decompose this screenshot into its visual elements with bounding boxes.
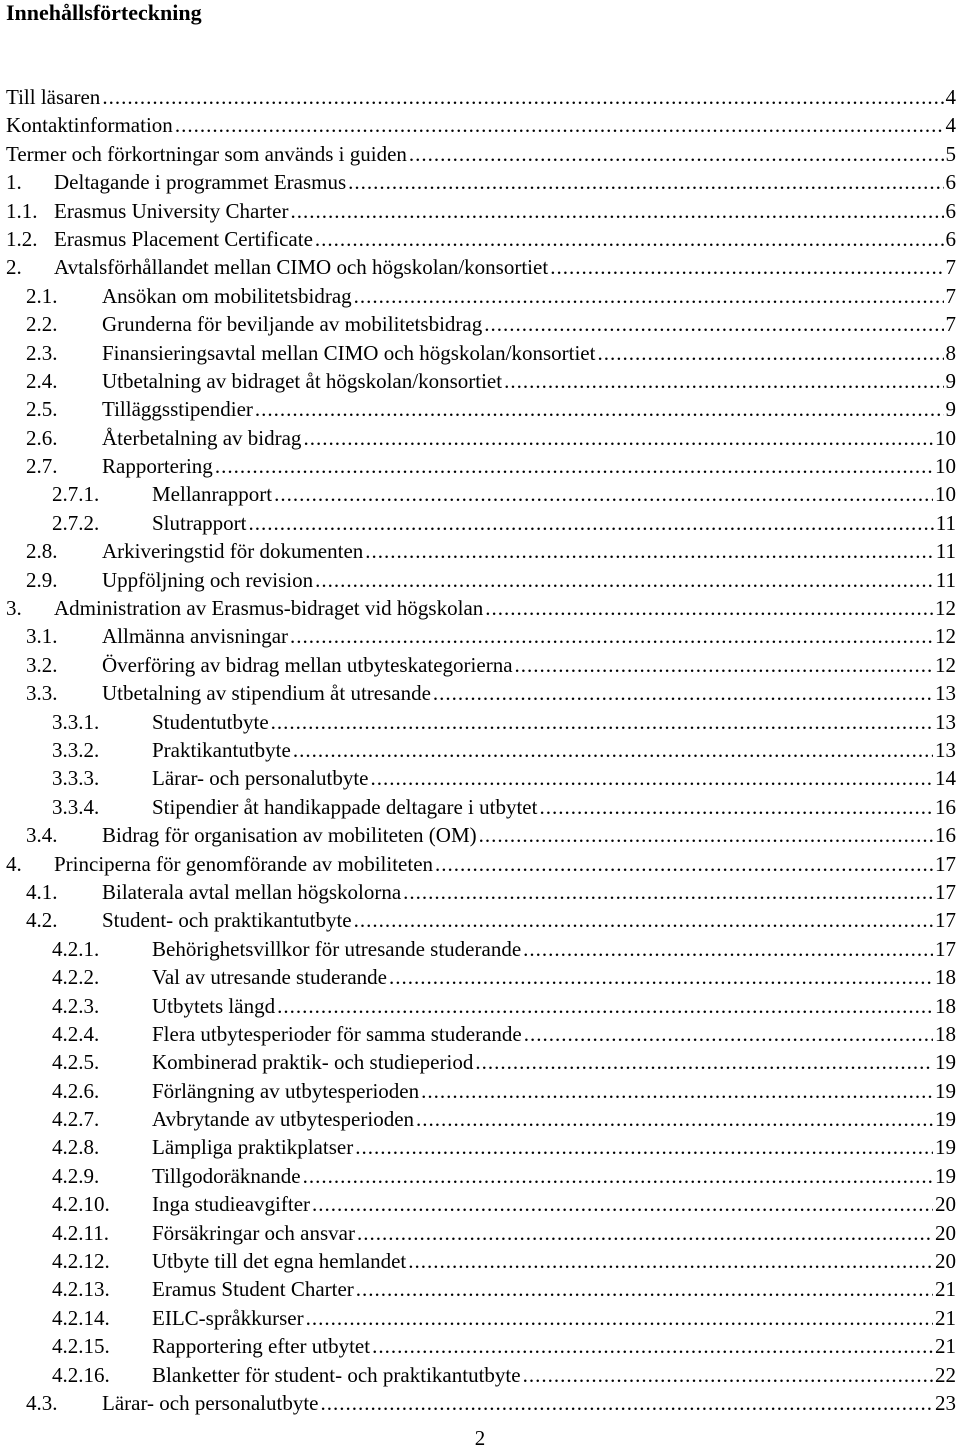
toc-entry-title: Ansökan om mobilitetsbidrag	[102, 283, 352, 308]
toc-entry[interactable]	[6, 594, 956, 622]
toc-dot-leader	[303, 424, 933, 452]
toc-entry-page: 17	[935, 936, 956, 961]
toc-dot-leader	[355, 1133, 933, 1161]
toc-entry-number: 4.2.1.	[52, 936, 100, 961]
toc-entry-title: Bilaterala avtal mellan högskolorna	[102, 879, 402, 904]
toc-entry-number: 2.4.	[26, 368, 58, 393]
toc-dot-leader	[550, 253, 943, 281]
toc-entry-number: 2.8.	[26, 539, 58, 564]
toc-entry-title: Inga studieavgifter	[152, 1192, 311, 1217]
toc-entry-title: EILC-språkkurser	[152, 1305, 304, 1330]
toc-entry-page: 21	[935, 1305, 956, 1330]
toc-entry-title: Praktikantutbyte	[152, 737, 291, 762]
toc-entry-number: 3.4.	[26, 823, 58, 848]
toc-dot-leader	[421, 1077, 933, 1105]
toc-entry[interactable]	[6, 1105, 956, 1133]
toc-entry[interactable]	[6, 1020, 956, 1048]
toc-entry-title: Rapportering	[102, 454, 213, 479]
toc-entry-page: 20	[935, 1220, 956, 1245]
toc-entry-title: Stipendier åt handikappade deltagare i utbytet	[152, 794, 538, 819]
toc-entry-title: Behörighetsvillkor för utresande studerande	[152, 936, 522, 961]
toc-entry-page: 11	[935, 539, 956, 564]
toc-entry-title: Val av utresande studerande	[152, 965, 387, 990]
toc-dot-leader	[354, 282, 944, 310]
toc-entry-number: 4.2.11.	[52, 1220, 109, 1245]
toc-entry[interactable]	[6, 736, 956, 764]
toc-dot-leader	[504, 367, 943, 395]
toc-entry[interactable]	[6, 1133, 956, 1161]
toc-entry-title: Rapportering efter utbytet	[152, 1334, 371, 1359]
toc-dot-leader	[249, 509, 934, 537]
toc-entry-number: 3.3.1.	[52, 709, 100, 734]
toc-entry-page: 16	[935, 794, 956, 819]
toc-entry[interactable]	[6, 83, 956, 111]
toc-entry-page: 12	[935, 624, 956, 649]
toc-entry-page: 19	[935, 1078, 956, 1103]
toc-entry[interactable]	[6, 1190, 956, 1218]
toc-entry-number: 4.2.13.	[52, 1277, 110, 1302]
toc-entry-page: 20	[935, 1249, 956, 1274]
toc-dot-leader	[306, 1304, 933, 1332]
toc-entry-page: 10	[935, 482, 956, 507]
toc-entry-title: Till läsaren	[6, 85, 101, 109]
toc-entry-title: Allmänna anvisningar	[102, 624, 289, 649]
toc-entry-number: 1.	[6, 170, 22, 195]
toc-dot-leader	[523, 1361, 933, 1389]
toc-entry-title: Utbetalning av bidraget åt högskolan/konsortiet	[102, 368, 503, 393]
toc-entry-number: 2.7.2.	[52, 510, 100, 535]
toc-dot-leader	[524, 1020, 933, 1048]
toc-entry[interactable]	[6, 537, 956, 565]
toc-entry[interactable]	[6, 480, 956, 508]
toc-entry-page: 9	[945, 397, 956, 422]
toc-entry[interactable]	[6, 197, 956, 225]
toc-entry-page: 20	[935, 1192, 956, 1217]
toc-entry-page: 10	[935, 425, 956, 450]
toc-entry[interactable]	[6, 906, 956, 934]
toc-entry-number: 3.1.	[26, 624, 58, 649]
toc-entry-number: 2.1.	[26, 283, 58, 308]
toc-entry-page: 12	[935, 596, 956, 621]
toc-entry-title: Utbyte till det egna hemlandet	[152, 1249, 407, 1274]
toc-entry[interactable]	[6, 878, 956, 906]
toc-entry-page: 17	[935, 879, 956, 904]
toc-entry-title: Blanketter för student- och praktikantutbyte	[152, 1362, 521, 1387]
toc-entry-page: 6	[945, 198, 956, 223]
toc-entry[interactable]	[6, 1361, 956, 1389]
toc-entry[interactable]	[6, 395, 956, 423]
toc-dot-leader	[372, 1332, 933, 1360]
toc-entry-page: 22	[935, 1362, 956, 1387]
toc-dot-leader	[523, 935, 933, 963]
toc-entry[interactable]	[6, 253, 956, 281]
toc-entry-title: Lärar- och personalutbyte	[152, 766, 369, 791]
toc-entry[interactable]	[6, 764, 956, 792]
toc-entry-page: 18	[935, 993, 956, 1018]
toc-dot-leader	[408, 1247, 933, 1275]
toc-dot-leader	[433, 679, 933, 707]
toc-entry-title: Principerna för genomförande av mobiliteten	[54, 851, 434, 876]
toc-entry-number: 2.	[6, 255, 22, 280]
toc-dot-leader	[274, 480, 933, 508]
toc-entry-page: 14	[935, 766, 956, 791]
toc-entry-page: 7	[945, 283, 956, 308]
toc-entry-page: 13	[935, 737, 956, 762]
toc-entry-number: 1.1.	[6, 198, 38, 223]
toc-dot-leader	[320, 1389, 933, 1417]
toc-entry-number: 3.3.3.	[52, 766, 100, 791]
toc-entry-title: Erasmus Placement Certificate	[54, 226, 313, 251]
toc-entry-title: Finansieringsavtal mellan CIMO och högskolan/konsortiet	[102, 340, 596, 365]
toc-entry-page: 7	[945, 312, 956, 337]
toc-entry-number: 2.7.1.	[52, 482, 100, 507]
toc-dot-leader	[435, 850, 933, 878]
toc-dot-leader	[356, 1275, 933, 1303]
toc-entry[interactable]	[6, 821, 956, 849]
toc-entry-page: 11	[935, 567, 956, 592]
toc-entry-title: Uppföljning och revision	[102, 567, 314, 592]
toc-entry-title: Kombinerad praktik- och studieperiod	[152, 1050, 474, 1075]
toc-dot-leader	[348, 168, 943, 196]
toc-dot-leader	[365, 537, 933, 565]
toc-entry[interactable]	[6, 282, 956, 310]
toc-entry-number: 4.2.12.	[52, 1249, 110, 1274]
toc-entry-number: 4.2.10.	[52, 1192, 110, 1217]
toc-dot-leader	[475, 1048, 933, 1076]
toc-dot-leader	[409, 140, 944, 168]
toc-entry-title: Tillgodoräknande	[152, 1163, 301, 1188]
toc-entry[interactable]	[6, 509, 956, 537]
toc-dot-leader	[102, 83, 943, 111]
toc-entry-title: Lämpliga praktikplatser	[152, 1135, 354, 1160]
toc-entry-title: Utbytets längd	[152, 993, 276, 1018]
toc-entry-title: Slutrapport	[152, 510, 247, 535]
toc-dot-leader	[416, 1105, 933, 1133]
toc-entry-title: Arkiveringstid för dokumenten	[102, 539, 364, 564]
toc-entry-title: Flera utbytesperioder för samma studerande	[152, 1021, 522, 1046]
toc-entry-page: 19	[935, 1163, 956, 1188]
toc-entry-page: 11	[935, 510, 956, 535]
toc-entry-page: 16	[935, 823, 956, 848]
toc-entry-title: Kontaktinformation	[6, 113, 173, 138]
toc-entry-title: Bidrag för organisation av mobiliteten (OM)	[102, 823, 477, 848]
toc-entry-number: 2.3.	[26, 340, 58, 365]
toc-entry[interactable]	[6, 850, 956, 878]
toc-entry-title: Termer och förkortningar som används i guiden	[6, 141, 407, 166]
toc-entry-title: Student- och praktikantutbyte	[102, 908, 352, 933]
toc-entry[interactable]	[6, 310, 956, 338]
toc-entry-title: Avbrytande av utbytesperioden	[152, 1107, 415, 1132]
toc-entry[interactable]	[6, 424, 956, 452]
page-title: Innehållsförteckning	[6, 0, 202, 25]
toc-entry-page: 10	[935, 454, 956, 479]
toc-dot-leader	[303, 1162, 933, 1190]
toc-entry[interactable]	[6, 793, 956, 821]
toc-entry[interactable]	[6, 679, 956, 707]
toc-dot-leader	[515, 651, 933, 679]
toc-dot-leader	[479, 821, 933, 849]
toc-entry-page: 23	[935, 1390, 956, 1415]
toc-dot-leader	[539, 793, 933, 821]
toc-entry-number: 4.2.2.	[52, 965, 100, 990]
toc-entry-number: 3.3.4.	[52, 794, 100, 819]
toc-entry-page: 6	[945, 170, 956, 195]
toc-entry-number: 2.5.	[26, 397, 58, 422]
toc-entry-title: Utbetalning av stipendium åt utresande	[102, 681, 431, 706]
toc-entry[interactable]	[6, 651, 956, 679]
toc-dot-leader	[403, 878, 933, 906]
table-of-contents	[6, 83, 956, 1417]
toc-entry-number: 4.2.	[26, 908, 58, 933]
toc-entry[interactable]	[6, 1162, 956, 1190]
toc-dot-leader	[370, 764, 933, 792]
toc-entry-number: 4.2.15.	[52, 1334, 110, 1359]
toc-dot-leader	[290, 197, 943, 225]
toc-entry-page: 4	[945, 113, 956, 138]
toc-entry[interactable]	[6, 1304, 956, 1332]
toc-entry-title: Lärar- och personalutbyte	[102, 1390, 319, 1415]
toc-entry[interactable]	[6, 1247, 956, 1275]
toc-entry-page: 13	[935, 709, 956, 734]
toc-entry-title: Mellanrapport	[152, 482, 273, 507]
toc-entry-number: 4.	[6, 851, 22, 876]
toc-entry-number: 2.9.	[26, 567, 58, 592]
toc-dot-leader	[290, 622, 933, 650]
toc-entry[interactable]	[6, 1048, 956, 1076]
toc-entry-number: 2.2.	[26, 312, 58, 337]
toc-entry[interactable]	[6, 935, 956, 963]
toc-entry-page: 8	[945, 340, 956, 365]
toc-entry-page: 17	[935, 851, 956, 876]
toc-entry-number: 4.2.9.	[52, 1163, 100, 1188]
toc-entry-title: Administration av Erasmus-bidraget vid högskolan	[54, 596, 484, 621]
toc-entry-title: Förlängning av utbytesperioden	[152, 1078, 420, 1103]
toc-entry-title: Återbetalning av bidrag	[102, 425, 302, 450]
toc-dot-leader	[354, 906, 933, 934]
toc-dot-leader	[215, 452, 933, 480]
toc-entry[interactable]	[6, 1332, 956, 1360]
toc-dot-leader	[389, 963, 933, 991]
toc-entry[interactable]	[6, 992, 956, 1020]
toc-entry-number: 4.2.14.	[52, 1305, 110, 1330]
toc-entry-title: Studentutbyte	[152, 709, 269, 734]
toc-entry[interactable]	[6, 1219, 956, 1247]
toc-dot-leader	[597, 339, 943, 367]
toc-entry-number: 4.2.7.	[52, 1107, 100, 1132]
toc-entry[interactable]	[6, 339, 956, 367]
toc-entry[interactable]	[6, 1077, 956, 1105]
toc-entry-number: 4.3.	[26, 1390, 58, 1415]
toc-entry[interactable]	[6, 367, 956, 395]
toc-entry-number: 4.2.5.	[52, 1050, 100, 1075]
toc-dot-leader	[484, 310, 943, 338]
page-number: 2	[474, 1426, 486, 1450]
toc-entry-title: Grunderna för beviljande av mobilitetsbidrag	[102, 312, 483, 337]
toc-dot-leader	[271, 708, 933, 736]
toc-entry-title: Överföring av bidrag mellan utbyteskategorierna	[102, 652, 513, 677]
toc-entry[interactable]	[6, 1275, 956, 1303]
toc-entry-page: 7	[945, 255, 956, 280]
toc-entry-number: 1.2.	[6, 226, 38, 251]
toc-entry-number: 4.2.6.	[52, 1078, 100, 1103]
toc-entry-page: 4	[945, 85, 956, 109]
toc-dot-leader	[293, 736, 933, 764]
toc-dot-leader	[175, 111, 944, 139]
toc-dot-leader	[277, 992, 933, 1020]
toc-entry-title: Deltagande i programmet Erasmus	[54, 170, 347, 195]
toc-entry[interactable]	[6, 140, 956, 168]
toc-dot-leader	[315, 566, 934, 594]
toc-entry-page: 5	[945, 141, 956, 166]
toc-entry-page: 21	[935, 1277, 956, 1302]
toc-entry-number: 2.6.	[26, 425, 58, 450]
toc-dot-leader	[315, 225, 944, 253]
toc-entry[interactable]	[6, 225, 956, 253]
toc-entry-number: 3.3.	[26, 681, 58, 706]
toc-entry[interactable]	[6, 111, 956, 139]
toc-entry-title: Erasmus University Charter	[54, 198, 289, 223]
toc-dot-leader	[357, 1219, 933, 1247]
toc-entry-number: 3.	[6, 596, 22, 621]
toc-entry[interactable]	[6, 622, 956, 650]
toc-entry-page: 21	[935, 1334, 956, 1359]
toc-dot-leader	[312, 1190, 933, 1218]
toc-entry-page: 18	[935, 965, 956, 990]
toc-entry-page: 19	[935, 1135, 956, 1160]
toc-entry[interactable]	[6, 708, 956, 736]
toc-entry-number: 4.1.	[26, 879, 58, 904]
toc-entry-page: 6	[945, 226, 956, 251]
toc-entry-number: 4.2.16.	[52, 1362, 110, 1387]
toc-entry-number: 3.3.2.	[52, 737, 100, 762]
toc-entry-page: 17	[935, 908, 956, 933]
toc-entry-number: 3.2.	[26, 652, 58, 677]
toc-entry-title: Avtalsförhållandet mellan CIMO och högskolan/konsortiet	[54, 255, 549, 280]
toc-entry-page: 19	[935, 1050, 956, 1075]
toc-entry-number: 4.2.8.	[52, 1135, 100, 1160]
toc-entry[interactable]	[6, 452, 956, 480]
toc-entry-number: 2.7.	[26, 454, 58, 479]
toc-dot-leader	[255, 395, 944, 423]
toc-entry[interactable]	[6, 1389, 956, 1417]
toc-entry-title: Tilläggsstipendier	[102, 397, 253, 422]
toc-dot-leader	[485, 594, 933, 622]
toc-entry-number: 4.2.3.	[52, 993, 100, 1018]
toc-entry-number: 4.2.4.	[52, 1021, 100, 1046]
toc-entry-title: Försäkringar och ansvar	[152, 1220, 355, 1245]
toc-entry[interactable]	[6, 566, 956, 594]
toc-entry-page: 18	[935, 1021, 956, 1046]
toc-entry-title: Eramus Student Charter	[152, 1277, 354, 1302]
toc-entry-page: 12	[935, 652, 956, 677]
toc-entry-page: 19	[935, 1107, 956, 1132]
toc-entry-page: 13	[935, 681, 956, 706]
toc-entry[interactable]	[6, 963, 956, 991]
toc-entry[interactable]	[6, 168, 956, 196]
toc-entry-page: 9	[945, 368, 956, 393]
